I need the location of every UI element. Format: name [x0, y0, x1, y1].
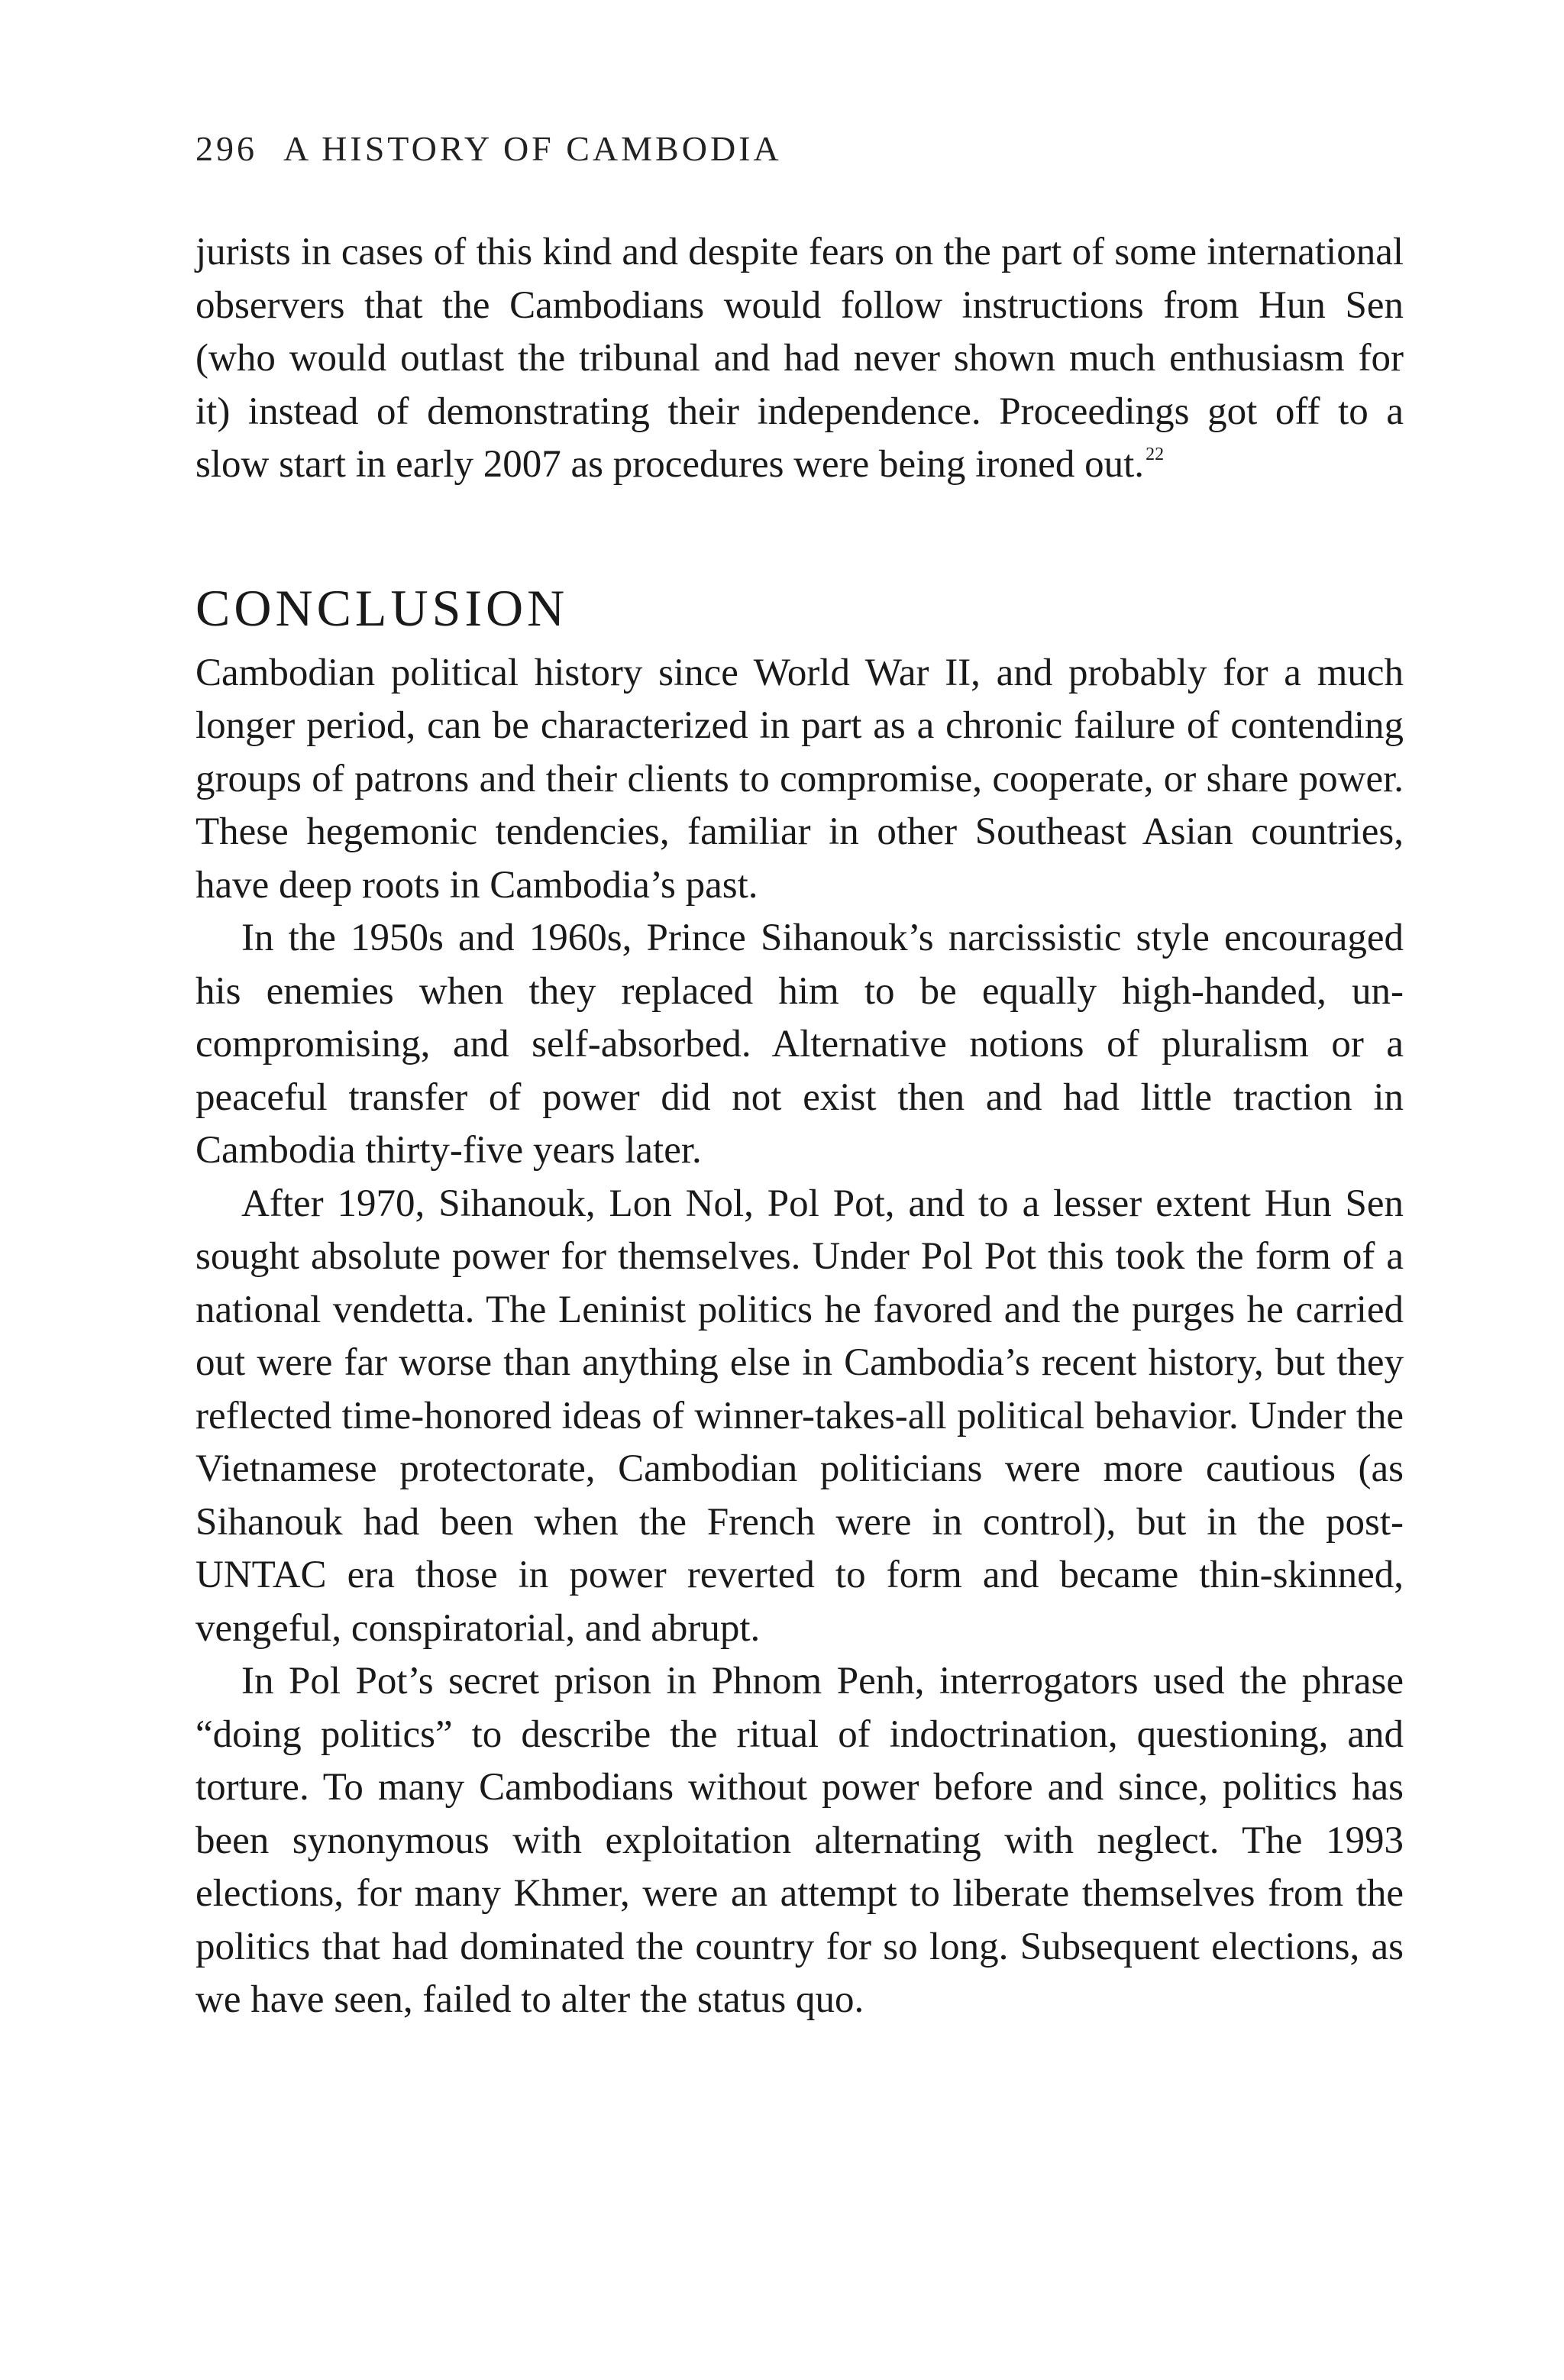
paragraph: After 1970, Sihanouk, Lon Nol, Pol Pot, and to a lesser extent Hun Sen sought absolute power for themselves. Under Pol Pot this took the form of a national vendetta. The Leninist politics he favored and the purges he carried out were far worse than anything else in Cambodia’s recent history, but they reflected time-honored ideas of winner-takes-all political behavior. Under the Vietnamese protectorate, Cambodian politicians were more cautious (as Sihanouk had been when the French were in control), but in the post-UNTAC era those in power reverted to form and became thin-skinned, vengeful, conspiratorial, and abrupt.: [196, 1182, 1404, 1650]
continued-paragraph: [196, 226, 1404, 492]
running-head: [196, 128, 782, 169]
body-text: [196, 226, 1404, 2027]
paragraph: In the 1950s and 1960s, Prince Sihanouk’s narcissistic style encouraged his enemies when they replaced him to be equally high-handed, uncompromising, and self-absorbed. Alternative notions of pluralism or a peaceful transfer of power did not exist then and had little traction in Cambodia thirty-five years later.: [196, 917, 1404, 1172]
continued-paragraph-text: jurists in cases of this kind and despite fears on the part of some international observers that the Cambodians would follow instructions from Hun Sen (who would outlast the tribunal and had never shown much enthusiasm for it) instead of demonstrating their independence. Proceedings got off to a slow start in early 2007 as procedures were being ironed out.: [196, 231, 1404, 486]
section-heading: CONCLUSION: [196, 578, 569, 637]
book-page: [196, 0, 1404, 2380]
endnote-reference: 22: [1146, 445, 1165, 464]
page-number: 296: [196, 129, 257, 168]
paragraph: In Pol Pot’s secret prison in Phnom Penh, interrogators used the phrase “doing politics” to describe the ritual of indoctrination, questioning, and torture. To many Cambodians without power before and since, politics has been synonymous with exploitation alternating with neglect. The 1993 elections, for many Khmer, were an attempt to liberate themselves from the politics that had dominated the country for so long. Subsequent elections, as we have seen, failed to alter the status quo.: [196, 1660, 1404, 2021]
running-head-title: A HISTORY OF CAMBODIA: [283, 129, 782, 168]
paragraph: Cambodian political history since World War II, and probably for a much longer period, can be characterized in part as a chronic failure of contending groups of patrons and their clients to compromise, cooperate, or share power. These hegemonic tendencies, familiar in other Southeast Asian countries, have deep roots in Cambodia’s past.: [196, 651, 1404, 907]
